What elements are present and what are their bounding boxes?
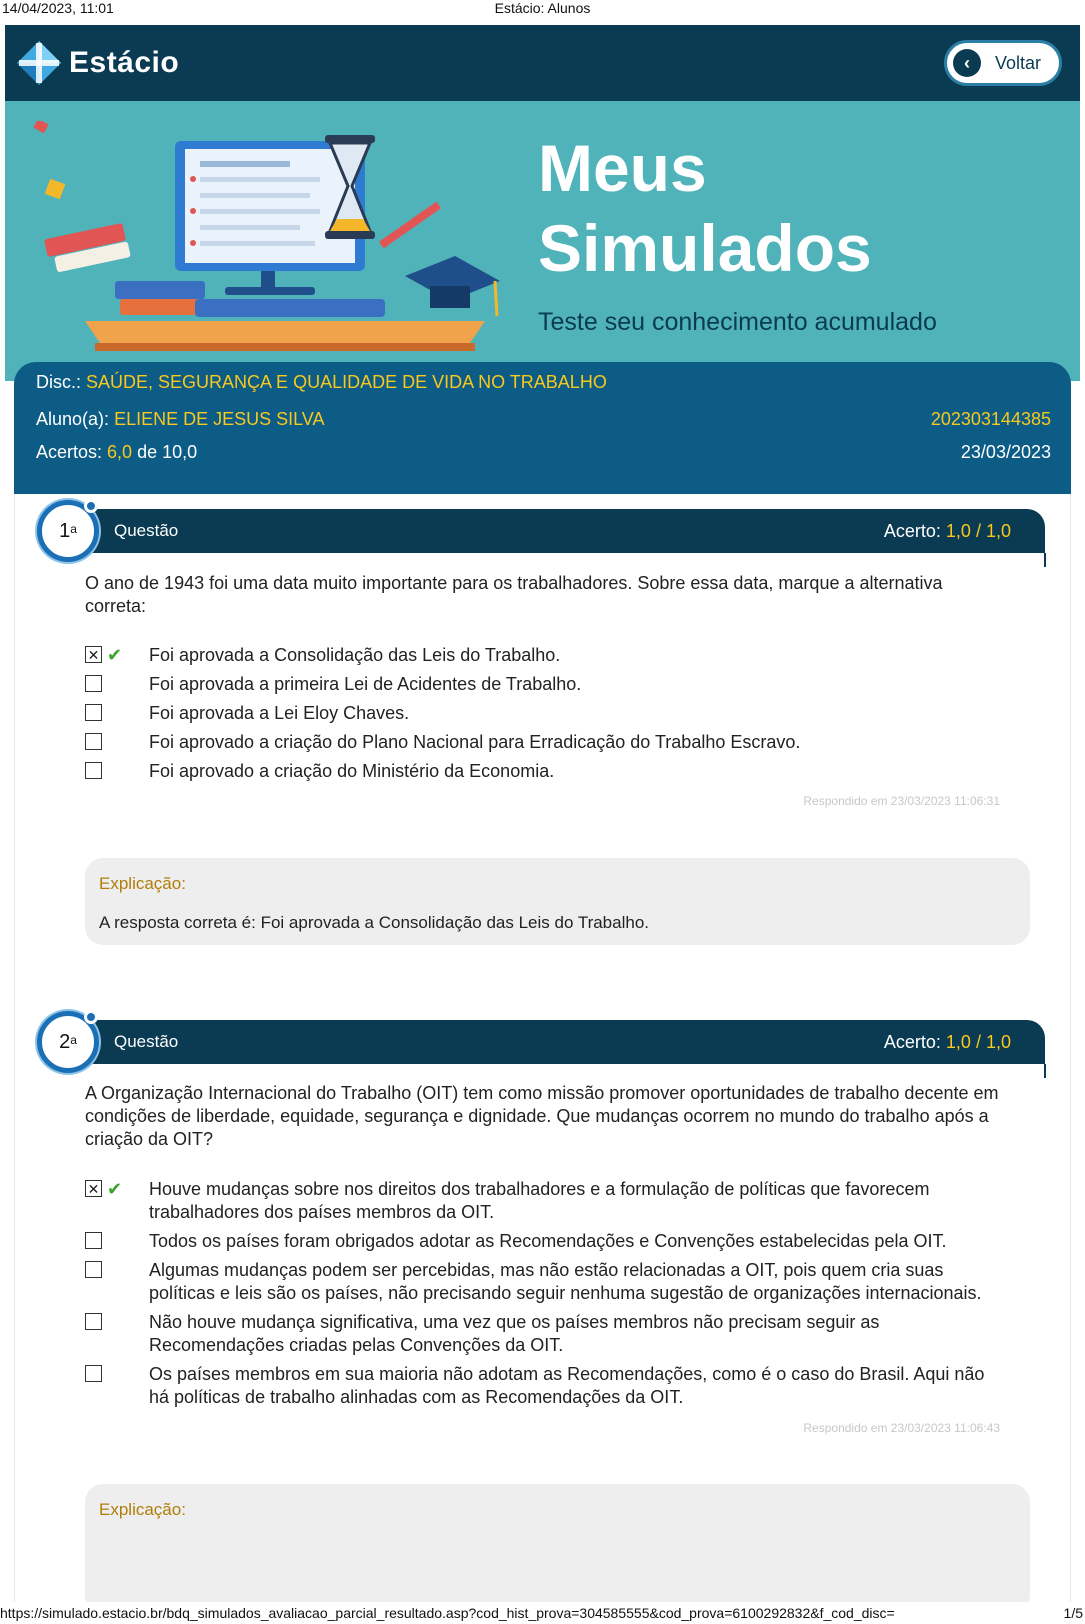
header-divider — [1044, 1064, 1046, 1078]
answer-option[interactable] — [85, 702, 1005, 725]
answer-option-text: Não houve mudança significativa, uma vez que os países membros não precisam seguir as Recomendações criadas pelas Convenções da OIT. — [149, 1312, 880, 1355]
print-datetime: 14/04/2023, 11:01 — [2, 0, 114, 16]
question-label: Questão — [114, 1032, 179, 1051]
answer-option[interactable] — [85, 760, 1005, 783]
student-label: Aluno(a): — [36, 409, 110, 429]
score-label: Acertos: — [36, 442, 103, 462]
checkbox-empty-icon[interactable] — [85, 1313, 102, 1330]
print-url: https://simulado.estacio.br/bdq_simulados_avaliacao_parcial_resultado.asp?cod_hist_prova=304585555&cod_prova=6100292832&f_cod_disc= — [0, 1605, 895, 1621]
discipline-label: Disc.: — [36, 372, 81, 392]
question-number-badge — [37, 1011, 99, 1073]
question-score-label: Acerto: — [883, 1032, 941, 1052]
exam-info-panel — [14, 362, 1071, 494]
checkbox-x-icon[interactable]: ✕ — [85, 646, 102, 663]
question-text: O ano de 1943 foi uma data muito importante para os trabalhadores. Sobre essa data, marque a alternativa correta: — [85, 573, 943, 616]
answer-option-text: Algumas mudanças podem ser percebidas, mas não estão relacionadas a OIT, pois quem cria suas políticas e leis são os países, não precisando seguir nenhuma sugestão de organizações internacionais. — [149, 1260, 982, 1303]
explanation-box — [85, 1484, 1030, 1614]
checkbox-empty-icon[interactable] — [85, 1365, 102, 1382]
checkbox-empty-icon[interactable] — [85, 733, 102, 750]
answer-option-text: Todos os países foram obrigados adotar as Recomendações e Convenções estabelecidas pela OIT. — [149, 1231, 947, 1251]
answer-option[interactable] — [85, 1259, 1005, 1305]
header-divider — [1044, 553, 1046, 567]
explanation-text: A resposta correta é: Foi aprovada a Consolidação das Leis do Trabalho. — [99, 913, 650, 932]
answer-option[interactable] — [85, 644, 1005, 667]
answered-timestamp: Respondido em 23/03/2023 11:06:43 — [803, 1421, 1000, 1435]
estacio-diamond-icon — [15, 39, 63, 87]
discipline-value: SAÚDE, SEGURANÇA E QUALIDADE DE VIDA NO TRABALHO — [86, 372, 607, 392]
chevron-left-icon: ‹ — [953, 49, 981, 77]
logo[interactable] — [15, 39, 179, 87]
question-label: Questão — [114, 521, 179, 540]
score-total: de 10,0 — [137, 442, 198, 462]
question-score — [884, 521, 1011, 542]
score-value: 6,0 — [107, 442, 133, 462]
question-header — [60, 1020, 1045, 1064]
answer-option[interactable] — [85, 1311, 1005, 1357]
check-mark-icon: ✔ — [107, 1179, 123, 1199]
question-score-value: 1,0 — [945, 521, 971, 541]
page-title-line1: Meus — [538, 131, 707, 205]
answer-option-text: Foi aprovado a criação do Ministério da Economia. — [149, 761, 555, 781]
answer-option[interactable] — [85, 1230, 1005, 1253]
checkbox-empty-icon[interactable] — [85, 704, 102, 721]
answer-option-text: Foi aprovado a criação do Plano Nacional para Erradicação do Trabalho Escravo. — [149, 732, 801, 752]
hero-banner — [5, 101, 1080, 381]
answer-option-text: Foi aprovada a Lei Eloy Chaves. — [149, 703, 410, 723]
answer-option[interactable] — [85, 1178, 1005, 1224]
exam-date: 23/03/2023 — [960, 442, 1051, 462]
print-header — [0, 0, 1085, 20]
student-row — [36, 409, 324, 430]
top-bar — [5, 25, 1080, 101]
answer-option[interactable] — [85, 1363, 1005, 1409]
question-header — [60, 509, 1045, 553]
question-score-label: Acerto: — [883, 521, 941, 541]
explanation-box — [85, 858, 1030, 945]
back-button[interactable] — [944, 40, 1062, 86]
logo-text: Estácio — [69, 46, 180, 79]
question-score-total: / 1,0 — [975, 1032, 1011, 1052]
question-ordinal: a — [70, 522, 77, 536]
question-score — [884, 1032, 1011, 1053]
checkbox-empty-icon[interactable] — [85, 1232, 102, 1249]
question-number: 1 — [59, 519, 71, 542]
badge-dot — [84, 499, 98, 513]
question-number: 2 — [59, 1030, 71, 1053]
explanation-title: Explicação: — [99, 874, 186, 893]
study-illustration — [25, 121, 515, 366]
back-button-label: Voltar — [995, 52, 1042, 73]
question-score-value: 1,0 — [945, 1032, 971, 1052]
check-mark-icon: ✔ — [107, 645, 123, 665]
question-ordinal: a — [70, 1033, 77, 1047]
student-value: ELIENE DE JESUS SILVA — [114, 409, 325, 429]
badge-dot — [84, 1010, 98, 1024]
answer-option-text: Os países membros em sua maioria não adotam as Recomendações, como é o caso do Brasil. Aqui não há políticas de trabalho alinhadas com as Recomendações da OIT. — [149, 1364, 985, 1407]
checkbox-empty-icon[interactable] — [85, 762, 102, 779]
answer-option-text: Foi aprovada a Consolidação das Leis do Trabalho. — [149, 645, 561, 665]
answer-option[interactable] — [85, 673, 1005, 696]
answer-option-text: Foi aprovada a primeira Lei de Acidentes de Trabalho. — [149, 674, 582, 694]
print-title: Estácio: Alunos — [494, 0, 591, 16]
discipline-row — [36, 372, 607, 393]
question-number-badge — [37, 500, 99, 562]
question-text: A Organização Internacional do Trabalho (OIT) tem como missão promover oportunidades de trabalho decente em condições de liberdade, equidade, segurança e dignidade. Que mudanças ocorrem no mundo do trabalho após a criação da OIT? — [85, 1083, 999, 1149]
score-row — [36, 442, 197, 463]
print-footer — [0, 1602, 1085, 1624]
checkbox-empty-icon[interactable] — [85, 1261, 102, 1278]
questions-card — [14, 494, 1071, 1604]
checkbox-x-icon[interactable]: ✕ — [85, 1180, 102, 1197]
question-score-total: / 1,0 — [975, 521, 1011, 541]
page-subtitle: Teste seu conhecimento acumulado — [538, 308, 937, 336]
checkbox-empty-icon[interactable] — [85, 675, 102, 692]
answer-option-text: Houve mudanças sobre nos direitos dos trabalhadores e a formulação de políticas que favorecem trabalhadores dos países membros da OIT. — [149, 1179, 930, 1222]
answer-option[interactable] — [85, 731, 1005, 754]
answered-timestamp: Respondido em 23/03/2023 11:06:31 — [803, 794, 1000, 808]
page-title — [538, 128, 872, 288]
page-title-line2: Simulados — [538, 211, 872, 285]
student-id: 202303144385 — [930, 409, 1051, 429]
explanation-title: Explicação: — [99, 1500, 186, 1519]
print-page-number: 1/5 — [1063, 1605, 1083, 1621]
